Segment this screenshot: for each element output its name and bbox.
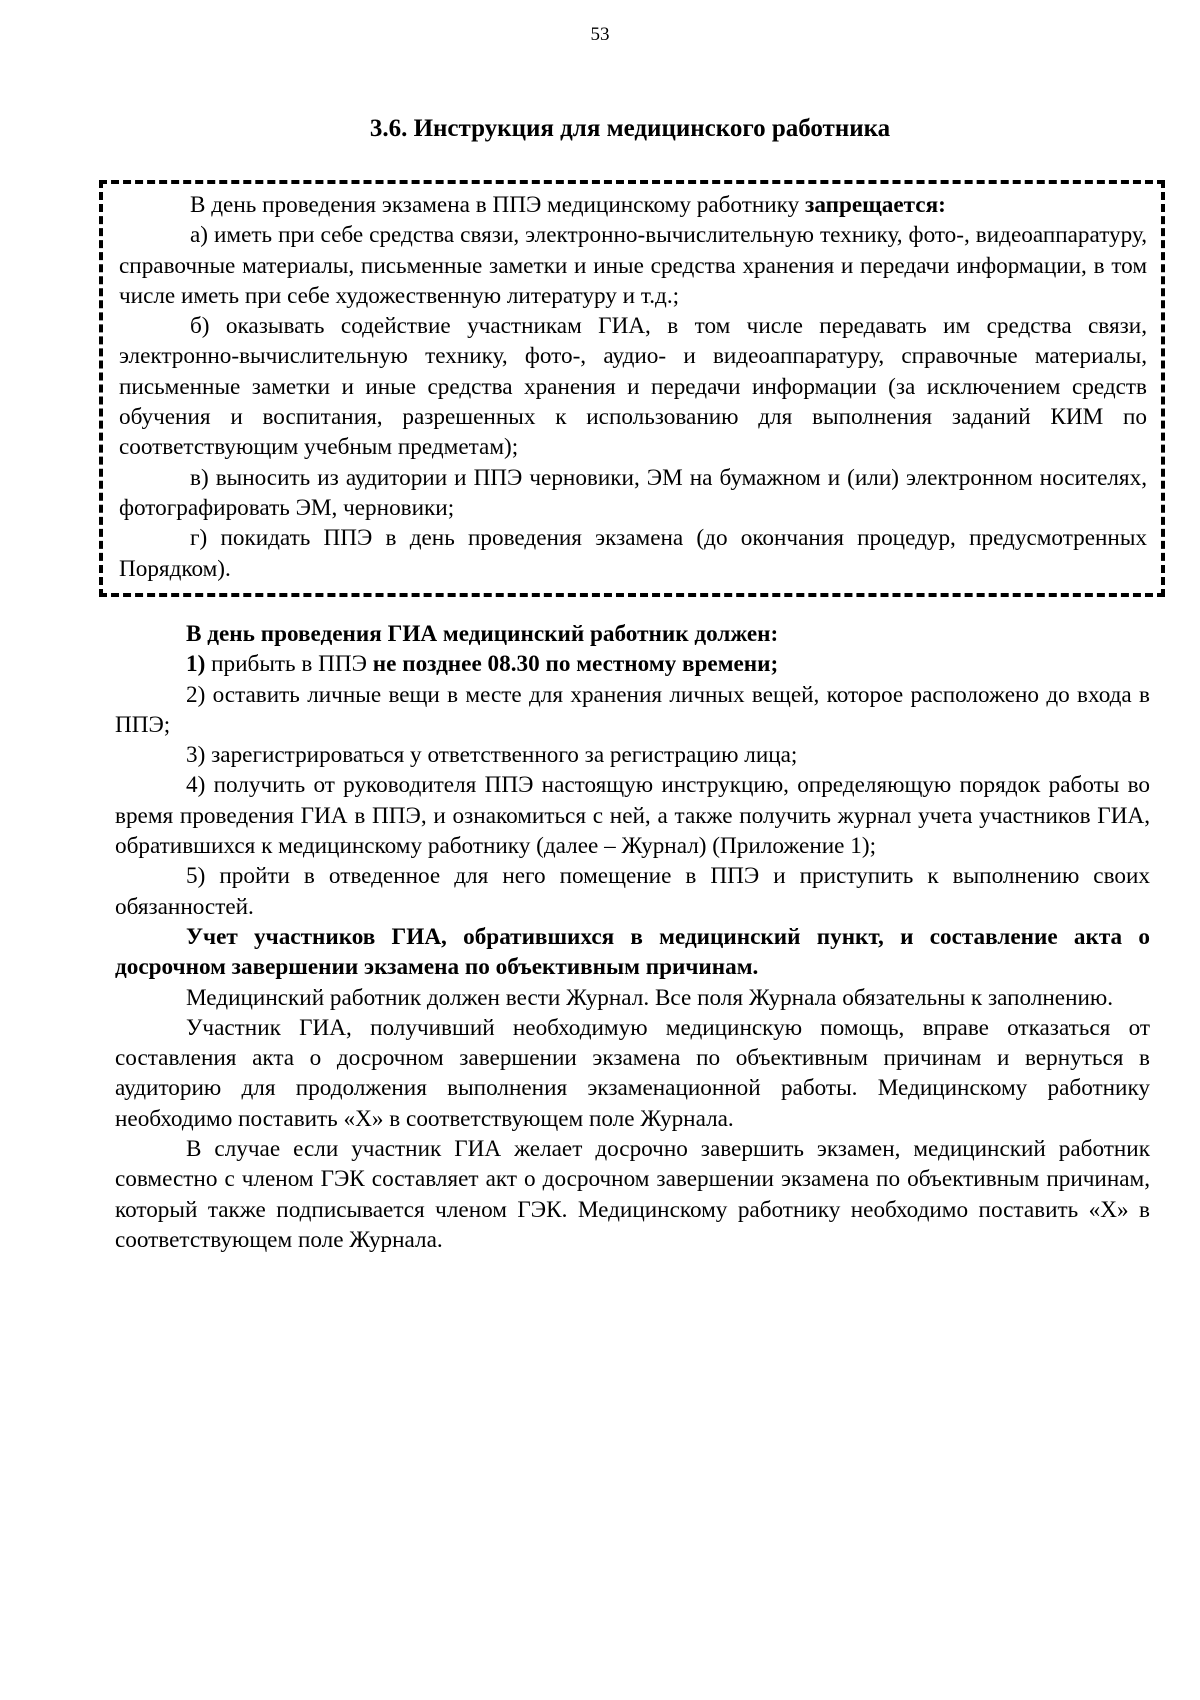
- registration-heading-text: Учет участников ГИА, обратившихся в медицинский пункт, и составление акта о досрочном завершении экзамена по объективным причинам.: [115, 923, 1150, 981]
- registration-heading: [115, 922, 1150, 983]
- duties-heading: [115, 619, 1150, 649]
- section-heading: 3.6. Инструкция для медицинского работника: [369, 115, 891, 142]
- prohibition-item-v: в) выносить из аудитории и ППЭ черновики, ЭМ на бумажном и (или) электронном носителях, фотографировать ЭМ, черновики;: [119, 464, 1147, 521]
- duty-item-1-bold: не позднее 08.30 по местному времени;: [372, 651, 779, 678]
- duty-item-1-text: прибыть в ППЭ: [205, 651, 373, 678]
- prohibition-item-a: а) иметь при себе средства связи, электронно-вычислительную технику, фото-, видеоаппаратуру, справочные материалы, письменные заметки и иные средства хранения и передачи информации, в том числе иметь при себе художественную литературу и т.д.;: [119, 222, 1147, 309]
- page-number: 53: [590, 24, 610, 45]
- prohibitions-box: [99, 180, 1165, 597]
- prohibition-item-b: б) оказывать содействие участникам ГИА, в том числе передавать им средства связи, электронно-вычислительную технику, фото-, аудио- и видеоаппаратуру, справочные материалы, письменные заметки и иные средства хранения и передачи информации (за исключением средств обучения и воспитания, разрешенных к использованию для выполнения заданий КИМ по соответствующим учебным предметам);: [119, 313, 1147, 461]
- duty-item-2: 2) оставить личные вещи в месте для хранения личных вещей, которое расположено до входа в ППЭ;: [115, 681, 1150, 738]
- duty-item-4: 4) получить от руководителя ППЭ настоящую инструкцию, определяющую порядок работы во время проведения ГИА в ППЭ, и ознакомиться с ней, а также получить журнал учета участников ГИА, обратившихся к медицинскому работнику (далее – Журнал) (Приложение 1);: [115, 772, 1150, 860]
- duty-item-3: 3) зарегистрироваться у ответственного за регистрацию лица;: [186, 742, 798, 769]
- registration-paragraph-3: В случае если участник ГИА желает досрочно завершить экзамен, медицинский работник совместно с членом ГЭК составляет акт о досрочном завершении экзамена по объективным причинам, который также подписывается членом ГЭК. Медицинскому работнику необходимо поставить «Х» в соответствующем поле Журнала.: [115, 1136, 1150, 1253]
- prohibitions-intro-text: В день проведения экзамена в ППЭ медицинскому работнику: [190, 192, 805, 218]
- registration-paragraph-1: Медицинский работник должен вести Журнал. Все поля Журнала обязательны к заполнению.: [186, 984, 1114, 1011]
- prohibitions-intro: [119, 190, 1147, 220]
- prohibition-item-g: г) покидать ППЭ в день проведения экзамена (до окончания процедур, предусмотренных Порядком).: [119, 525, 1147, 582]
- main-text: [115, 619, 1150, 1255]
- registration-paragraph-2: Участник ГИА, получивший необходимую медицинскую помощь, вправе отказаться от составления акта о досрочном завершении экзамена по объективным причинам и вернуться в аудиторию для продолжения выполнения экзаменационной работы. Медицинскому работнику необходимо поставить «Х» в соответствующем поле Журнала.: [115, 1014, 1150, 1132]
- prohibitions-intro-bold: запрещается:: [805, 192, 946, 218]
- duties-heading-text: В день проведения ГИА медицинский работник должен:: [186, 621, 779, 647]
- duty-item-1: [115, 649, 1150, 679]
- duty-item-5: 5) пройти в отведенное для него помещение в ППЭ и приступить к выполнению своих обязанностей.: [115, 863, 1150, 920]
- duty-item-1-num: 1): [186, 651, 206, 678]
